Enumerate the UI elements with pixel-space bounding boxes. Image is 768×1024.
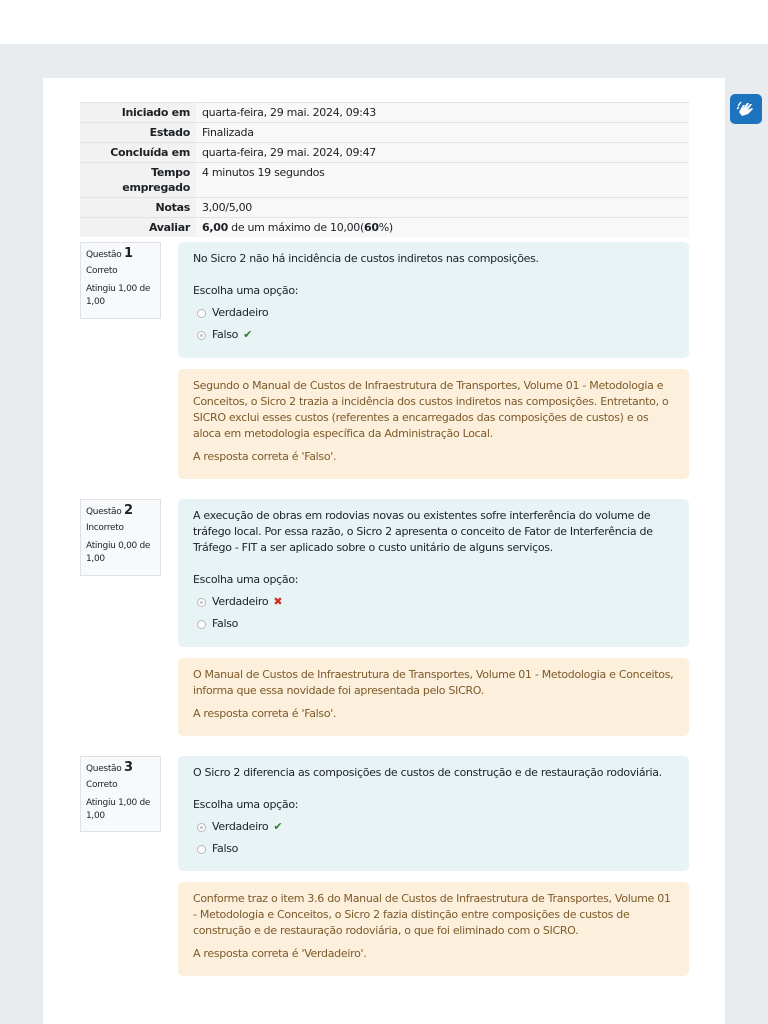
hand-sign-language-icon [736, 100, 756, 118]
question-formulation-2 [178, 499, 689, 647]
option-prompt: Escolha uma opção: [193, 573, 299, 586]
option-label: Falso [212, 617, 239, 630]
general-feedback: Conforme traz o item 3.6 do Manual de Custos de Infraestrutura de Transportes, Volume 01 - Metodologia e Conceitos, o Sicro 2 fazia distinção entre composições de custos de construção e de restauração rodoviária, o que foi eliminado com o SICRO. [193, 892, 671, 937]
top-navbar [0, 0, 768, 44]
summary-label: Avaliar [80, 218, 196, 238]
cross-icon: ✖ [273, 595, 283, 608]
summary-value: quarta-feira, 29 mai. 2024, 09:47 [196, 143, 689, 163]
option-label: Verdadeiro [212, 306, 269, 319]
question-label: Questão [86, 250, 122, 260]
summary-label: Notas [80, 198, 196, 218]
question-grade: Atingiu 1,00 de 1,00 [86, 798, 151, 821]
summary-row-state [80, 123, 689, 143]
radio-button[interactable] [197, 309, 206, 318]
grade-tail: %) [378, 221, 393, 234]
question-number: 3 [124, 760, 133, 775]
check-icon: ✔ [273, 820, 283, 833]
question-grade: Atingiu 1,00 de 1,00 [86, 284, 151, 307]
option-falso[interactable] [193, 616, 674, 632]
question-number: 1 [124, 246, 133, 261]
option-label: Falso [212, 328, 239, 341]
question-grade: Atingiu 0,00 de 1,00 [86, 541, 151, 564]
feedback-box-3 [178, 882, 689, 976]
accessibility-button[interactable] [730, 94, 762, 124]
summary-row-completed [80, 143, 689, 163]
attempt-summary-table [80, 102, 689, 237]
question-text: No Sicro 2 não há incidência de custos indiretos nas composições. [193, 252, 539, 265]
question-info-3 [80, 756, 161, 832]
summary-value: quarta-feira, 29 mai. 2024, 09:43 [196, 103, 689, 123]
summary-value: 4 minutos 19 segundos [196, 163, 689, 198]
summary-row-time-taken [80, 163, 689, 198]
grade-percent: 60 [363, 221, 379, 234]
summary-label: Iniciado em [80, 103, 196, 123]
question-number: 2 [124, 503, 133, 518]
option-prompt: Escolha uma opção: [193, 798, 299, 811]
summary-label: Estado [80, 123, 196, 143]
option-falso[interactable] [193, 327, 674, 343]
option-label: Verdadeiro [212, 595, 269, 608]
summary-value: Finalizada [196, 123, 689, 143]
summary-row-marks [80, 198, 689, 218]
check-icon: ✔ [243, 328, 252, 341]
question-state: Correto [86, 780, 118, 790]
question-label: Questão [86, 764, 122, 774]
radio-button-selected[interactable] [197, 331, 206, 340]
summary-row-started [80, 103, 689, 123]
option-prompt: Escolha uma opção: [193, 284, 299, 297]
question-formulation-3 [178, 756, 689, 871]
grade-score: 6,00 [202, 221, 228, 234]
feedback-box-1 [178, 369, 689, 479]
radio-button-selected[interactable] [197, 823, 206, 832]
summary-value [196, 218, 689, 238]
radio-button-selected[interactable] [197, 598, 206, 607]
radio-button[interactable] [197, 845, 206, 854]
question-state: Correto [86, 266, 118, 276]
feedback-box-2 [178, 658, 689, 736]
general-feedback: O Manual de Custos de Infraestrutura de Transportes, Volume 01 - Metodologia e Conceitos, informa que essa novidade foi apresentada pelo SICRO. [193, 668, 674, 697]
summary-value: 3,00/5,00 [196, 198, 689, 218]
right-answer: A resposta correta é 'Falso'. [193, 707, 337, 720]
option-label: Falso [212, 842, 239, 855]
summary-label: Concluída em [80, 143, 196, 163]
question-label: Questão [86, 507, 122, 517]
question-text: O Sicro 2 diferencia as composições de custos de construção e de restauração rodoviária. [193, 766, 662, 779]
right-answer: A resposta correta é 'Falso'. [193, 450, 337, 463]
radio-button[interactable] [197, 620, 206, 629]
question-text: A execução de obras em rodovias novas ou existentes sofre interferência do volume de tráfego local. Por essa razão, o Sicro 2 apresenta o conceito de Fator de Interferência de Tráfego - FIT a ser aplicado sobre o custo unitário de alguns serviços. [193, 509, 653, 554]
question-state: Incorreto [86, 523, 124, 533]
option-verdadeiro[interactable] [193, 819, 674, 835]
option-verdadeiro[interactable] [193, 305, 674, 321]
option-falso[interactable] [193, 841, 674, 857]
right-answer: A resposta correta é 'Verdadeiro'. [193, 947, 367, 960]
question-formulation-1 [178, 242, 689, 358]
summary-row-grade [80, 218, 689, 238]
option-verdadeiro[interactable] [193, 594, 674, 610]
question-info-2 [80, 499, 161, 576]
question-info-1 [80, 242, 161, 319]
summary-label: Tempo empregado [80, 163, 196, 198]
option-label: Verdadeiro [212, 820, 269, 833]
general-feedback: Segundo o Manual de Custos de Infraestrutura de Transportes, Volume 01 - Metodologia e Conceitos, o Sicro 2 trazia a incidência dos custos indiretos nas composições. Entretanto, o SICRO exclui esses custos (referentes a encarregados das composições de custos) e os aloca em metodologia específica da Administração Local. [193, 379, 669, 440]
grade-middle: de um máximo de 10,00( [227, 221, 364, 234]
